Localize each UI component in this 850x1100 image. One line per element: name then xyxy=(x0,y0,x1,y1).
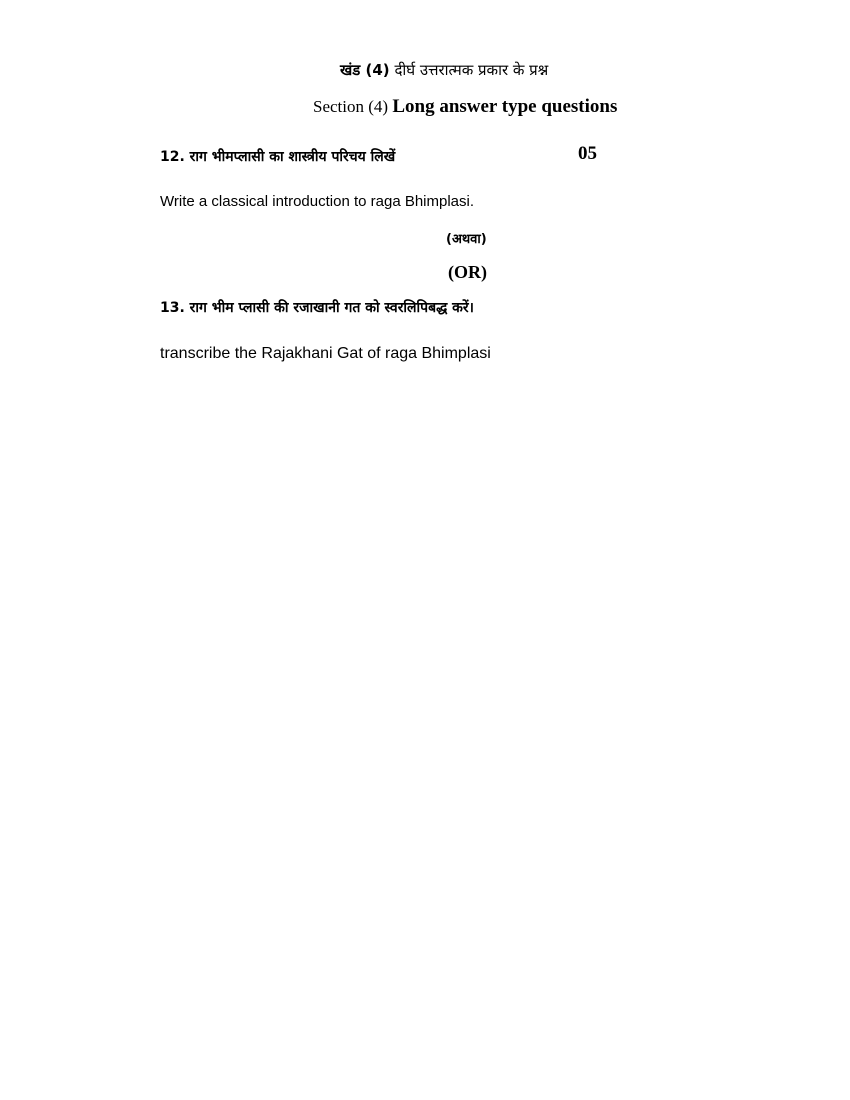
or-separator-hindi: (अथवा) xyxy=(446,232,487,247)
question-12-hindi: 12. राग भीमप्लासी का शास्त्रीय परिचय लिखें xyxy=(160,149,396,165)
hindi-section-heading xyxy=(340,60,548,80)
question-12-marks: 05 xyxy=(578,143,597,164)
english-section-label: Section (4) xyxy=(313,97,389,116)
question-13-hindi: 13. राग भीम प्लासी की रजाखानी गत को स्वरलिपिबद्ध करें। xyxy=(160,300,474,316)
hindi-section-label: खंड (4) xyxy=(340,61,390,79)
question-12-english: Write a classical introduction to raga Bhimplasi. xyxy=(160,193,475,210)
english-section-title: Long answer type questions xyxy=(392,96,618,117)
hindi-section-title: दीर्घ उत्तरात्मक प्रकार के प्रश्न xyxy=(394,61,549,79)
english-section-heading xyxy=(313,96,617,118)
or-separator-english: (OR) xyxy=(448,262,487,282)
question-13-english: transcribe the Rajakhani Gat of raga Bhimplasi xyxy=(160,345,491,362)
